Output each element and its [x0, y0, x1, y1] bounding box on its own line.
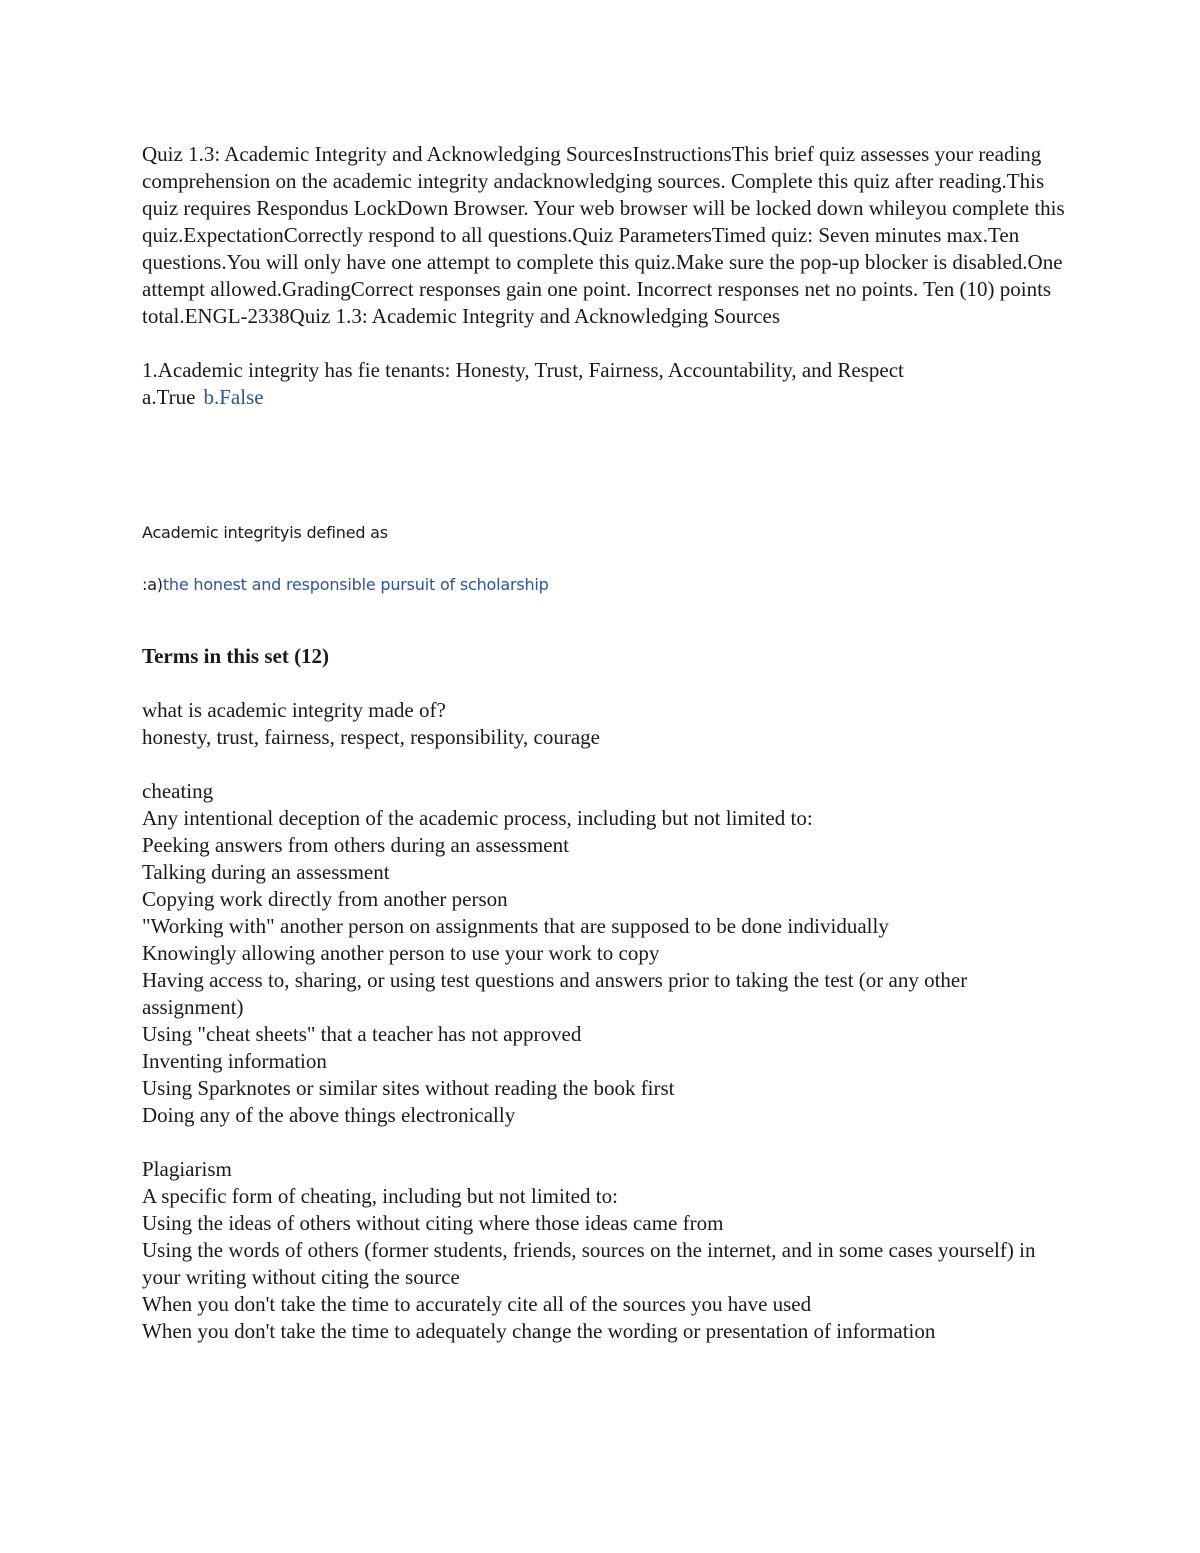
term-definition-line: Copying work directly from another person [142, 887, 508, 911]
question-1-prompt: 1.Academic integrity has fie tenants: Honesty, Trust, Fairness, Accountability, and Respect [142, 358, 904, 382]
term-definition-line: honesty, trust, fairness, respect, responsibility, courage [142, 725, 600, 749]
term-label: Plagiarism [142, 1157, 232, 1181]
definition-answer: the honest and responsible pursuit of scholarship [162, 575, 549, 594]
term-definition-line: Using Sparknotes or similar sites without reading the book first [142, 1076, 675, 1100]
question-1-answers [142, 384, 1072, 411]
term-definition-line: Peeking answers from others during an assessment [142, 833, 569, 857]
term-definition-line: Knowingly allowing another person to use your work to copy [142, 941, 660, 965]
term-item [142, 697, 1072, 751]
term-definition-line: Using "cheat sheets" that a teacher has not approved [142, 1022, 582, 1046]
term-definition-line: A specific form of cheating, including but not limited to: [142, 1184, 618, 1208]
terms-title: Terms in this set (12) [142, 644, 330, 668]
term-definition-line: Any intentional deception of the academic process, including but not limited to: [142, 806, 813, 830]
term-definition-line: When you don't take the time to adequately change the wording or presentation of information [142, 1319, 936, 1343]
term-definition-line: Doing any of the above things electronically [142, 1103, 516, 1127]
term-definition-line: Having access to, sharing, or using test questions and answers prior to taking the test (or any other assignment) [142, 968, 968, 1019]
term-label: cheating [142, 779, 214, 803]
term-definition-line: Using the words of others (former students, friends, sources on the internet, and in some cases yourself) in your writing without citing the source [142, 1238, 1036, 1289]
term-label: what is academic integrity made of? [142, 698, 446, 722]
term-item [142, 1156, 1072, 1345]
term-definition-line: "Working with" another person on assignments that are supposed to be done individually [142, 914, 889, 938]
document-page [142, 141, 1072, 1345]
definition-heading: Academic integrityis defined as [142, 523, 388, 542]
question-1 [142, 357, 1072, 411]
answer-b-selected: b.False [203, 385, 264, 409]
term-definition-line: Using the ideas of others without citing where those ideas came from [142, 1211, 724, 1235]
term-definition-line: Inventing information [142, 1049, 327, 1073]
term-item [142, 778, 1072, 1129]
definition-answer-line [142, 574, 1072, 596]
term-definition-line: Talking during an assessment [142, 860, 390, 884]
term-definition-line: When you don't take the time to accurately cite all of the sources you have used [142, 1292, 812, 1316]
quiz-instructions-paragraph: Quiz 1.3: Academic Integrity and Acknowledging SourcesInstructionsThis brief quiz assesses your reading comprehension on the academic integrity andacknowledging sources. Complete this quiz after reading.This quiz requires Respondus LockDown Browser. Your web browser will be locked down whileyou complete this quiz.ExpectationCorrectly respond to all questions.Quiz ParametersTimed quiz: Seven minutes max.Ten questions.You will only have one attempt to complete this quiz.Make sure the pop-up blocker is disabled.One attempt allowed.GradingCorrect responses gain one point. Incorrect responses net no points. Ten (10) points total.ENGL-2338Quiz 1.3: Academic Integrity and Acknowledging Sources [142, 142, 1065, 328]
answer-a: a.True [142, 385, 196, 409]
definition-answer-prefix: :a) [142, 575, 163, 594]
